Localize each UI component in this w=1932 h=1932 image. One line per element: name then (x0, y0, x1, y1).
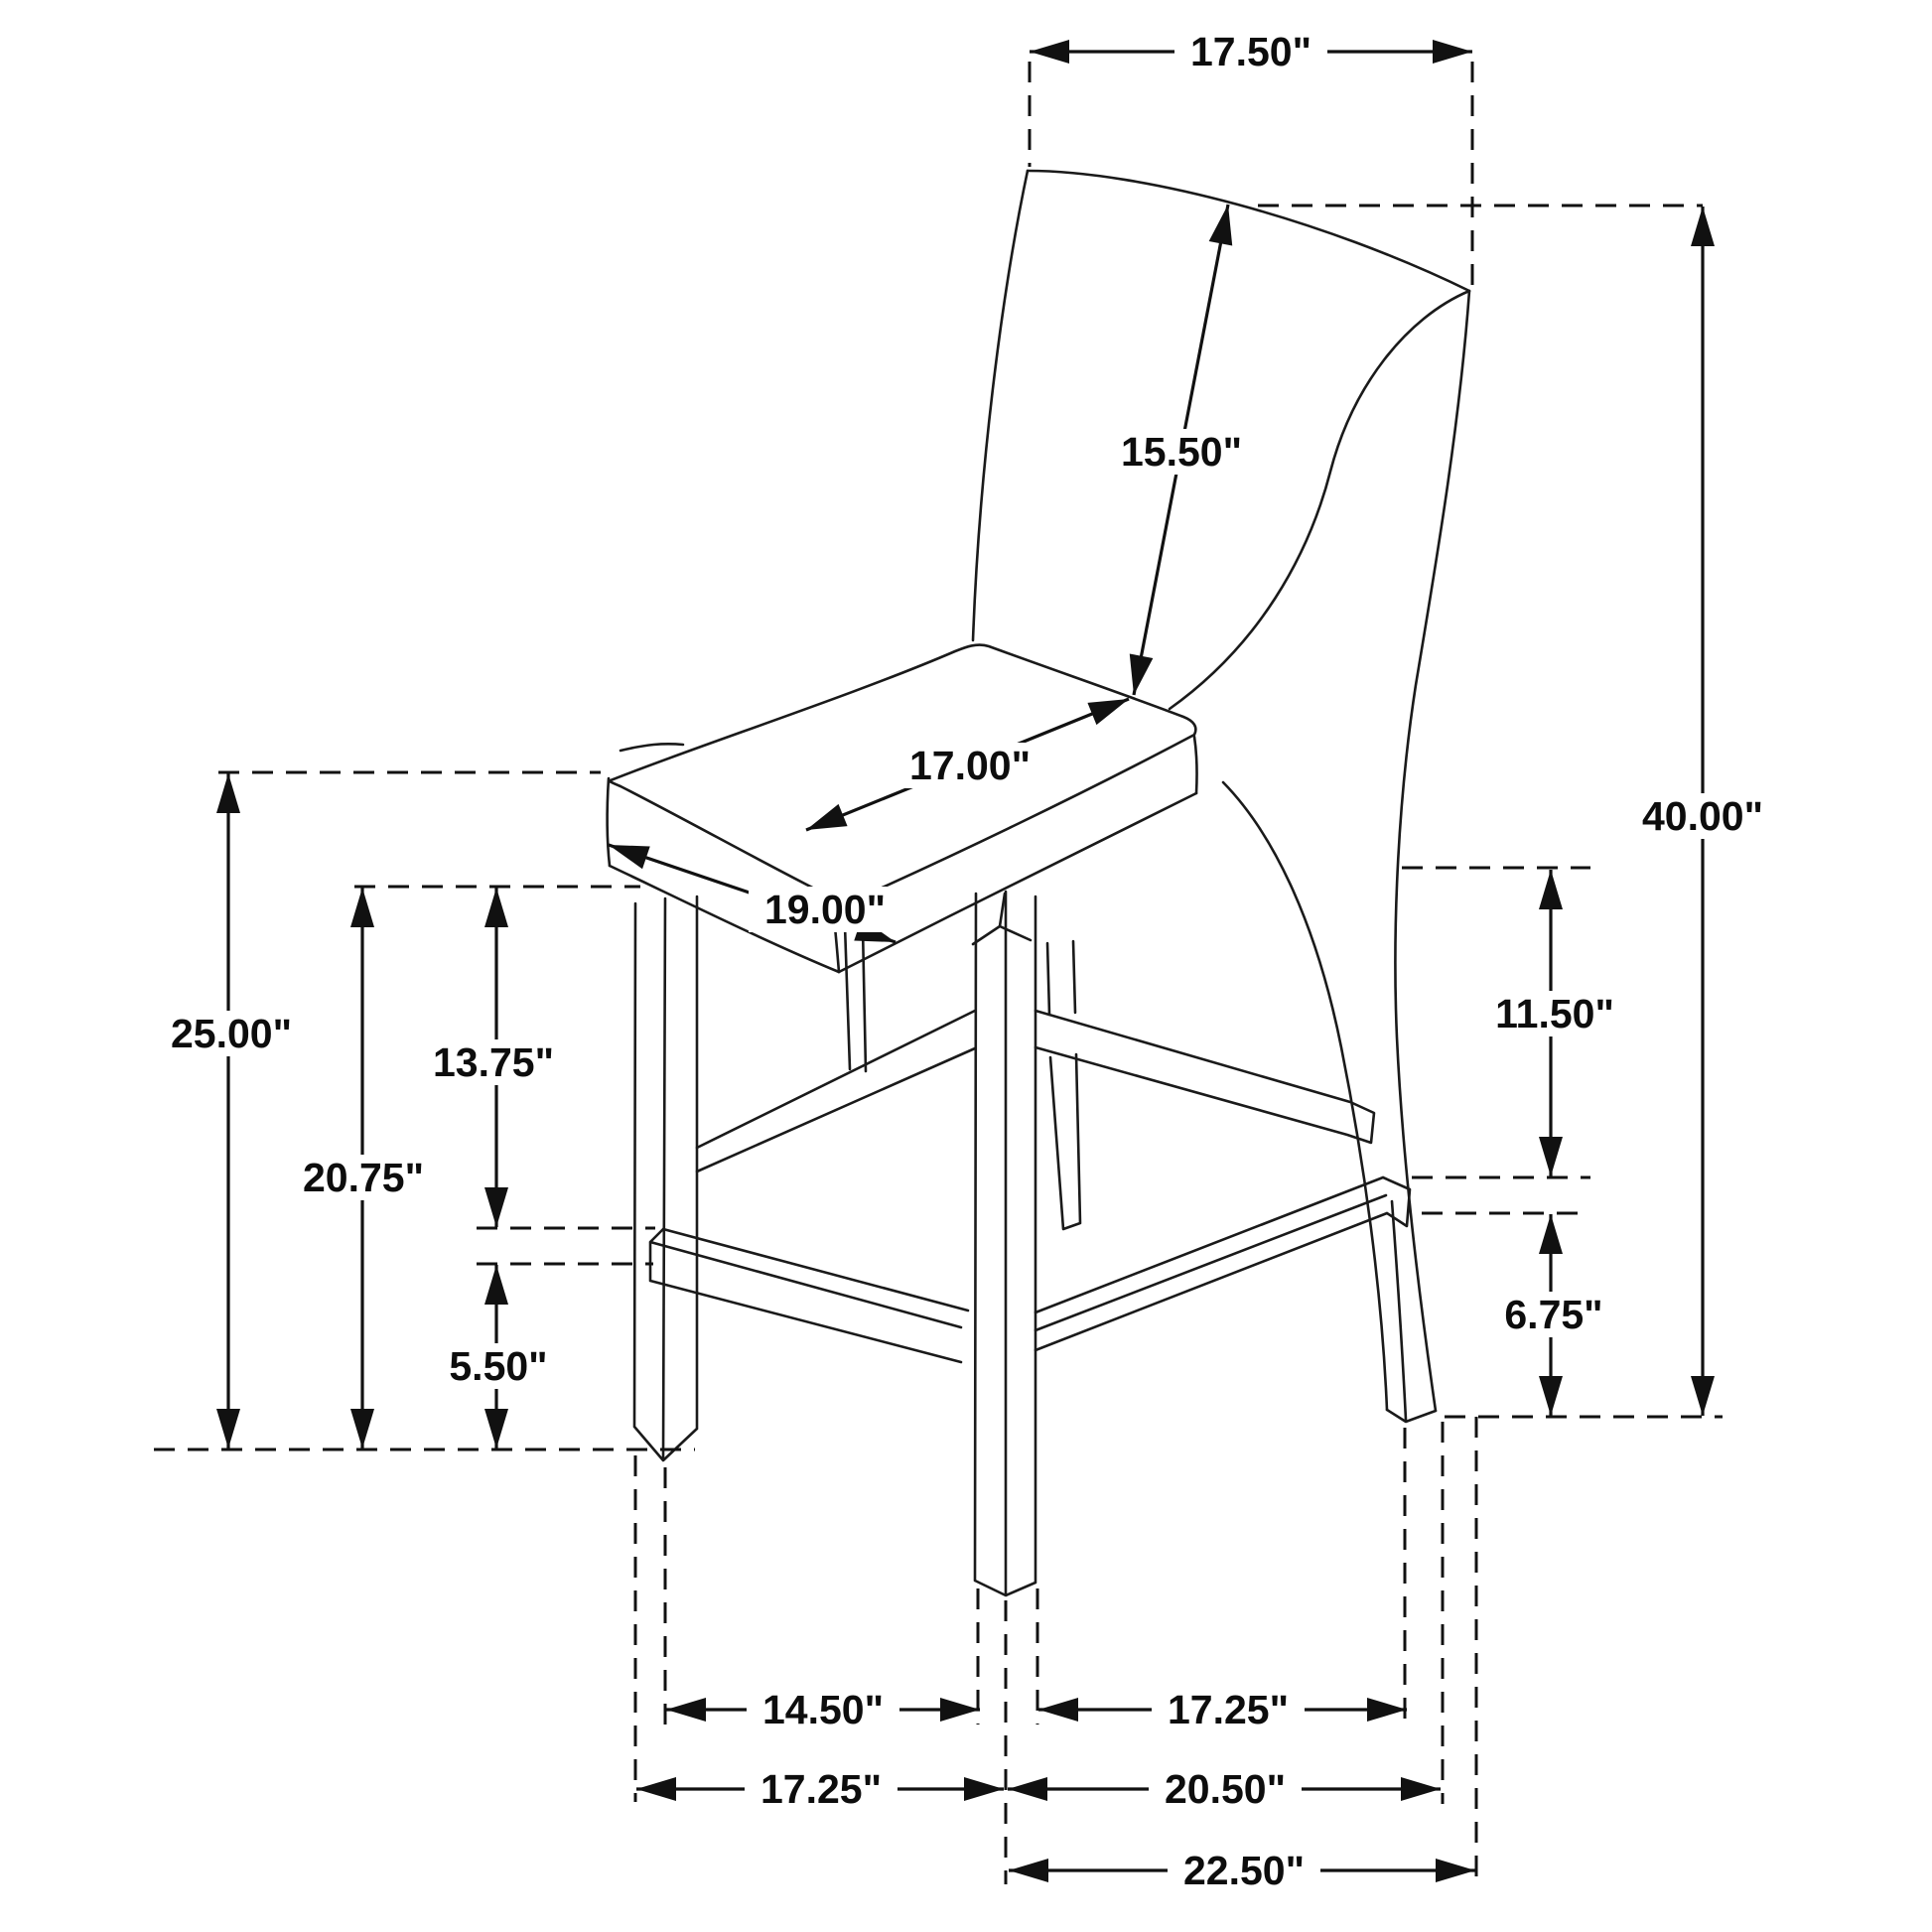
dim-label-stretcher-floor-right: 6.75" (1504, 1292, 1603, 1337)
dim-label-back-height: 15.50" (1120, 429, 1243, 475)
back-corner-strut (1047, 941, 1080, 1229)
front-leg (975, 892, 1035, 1595)
backrest-inner-panel-edge (1170, 291, 1469, 709)
dim-leg-span-depth (1008, 1766, 1441, 1812)
right-lower-stretcher (1035, 1177, 1410, 1350)
backrest-outer-edge-and-rear-leg (1395, 291, 1469, 1411)
dim-overall-depth (1009, 1848, 1475, 1893)
dim-label-overall-height: 40.00" (1641, 793, 1764, 839)
dim-label-leg-span-left-outer: 17.25" (759, 1766, 883, 1812)
dim-leg-span-right-inner (1038, 1687, 1407, 1732)
backrest (973, 171, 1469, 1422)
dim-label-seat-depth: 17.00" (908, 743, 1032, 788)
seat-left-corner-edge (608, 778, 610, 866)
dim-label-back-width: 17.50" (1189, 29, 1312, 74)
dim-leg-span-left-outer (636, 1766, 1004, 1812)
dim-label-leg-span-right-inner: 17.25" (1167, 1687, 1290, 1732)
seat-seam (621, 744, 683, 751)
rear-left-leg (634, 897, 697, 1460)
right-upper-rail (1035, 1011, 1374, 1143)
rear-right-foot (1387, 1410, 1436, 1422)
left-upper-rail (697, 1011, 975, 1172)
dim-stretcher-floor-right (1488, 1214, 1619, 1416)
dim-back-width (1030, 29, 1472, 74)
dim-label-seat-under-height: 20.75" (302, 1155, 425, 1200)
dim-stretcher-to-floor (433, 1265, 564, 1449)
rear-leg-crease (1392, 1201, 1406, 1420)
stretchers (650, 1011, 1410, 1362)
dim-label-leg-span-depth: 20.50" (1164, 1766, 1287, 1812)
dim-seat-depth (806, 699, 1129, 830)
dim-seat-height (155, 773, 308, 1449)
dim-label-overall-depth: 22.50" (1182, 1848, 1306, 1893)
dim-label-back-drop-right: 11.50" (1495, 991, 1614, 1036)
dim-seat-width (609, 845, 901, 942)
dim-seat-under-height (287, 888, 440, 1449)
rear-leg-inner-edge (1223, 782, 1387, 1410)
dim-back-height (1105, 205, 1258, 695)
dim-back-drop-right (1478, 870, 1631, 1176)
dim-label-seat-width: 19.00" (763, 887, 887, 932)
dim-label-leg-span-front-inner: 14.50" (761, 1687, 885, 1732)
backrest-top-edge (1028, 171, 1469, 291)
dim-label-seat-height: 25.00" (170, 1011, 293, 1056)
dim-leg-span-front-inner (666, 1687, 980, 1732)
chair-drawing (608, 171, 1469, 1595)
dim-label-seat-to-stretcher: 13.75" (432, 1039, 555, 1085)
dim-seat-to-stretcher (417, 888, 570, 1227)
dimensions (155, 29, 1779, 1893)
dim-label-stretcher-to-floor: 5.50" (449, 1343, 548, 1389)
extension-lines (154, 62, 1723, 1884)
far-leg (845, 925, 866, 1071)
backrest-left-edge (973, 171, 1028, 640)
legs (634, 892, 1080, 1595)
dim-overall-height (1626, 207, 1779, 1416)
seat-right-corner-edge (1194, 737, 1197, 793)
